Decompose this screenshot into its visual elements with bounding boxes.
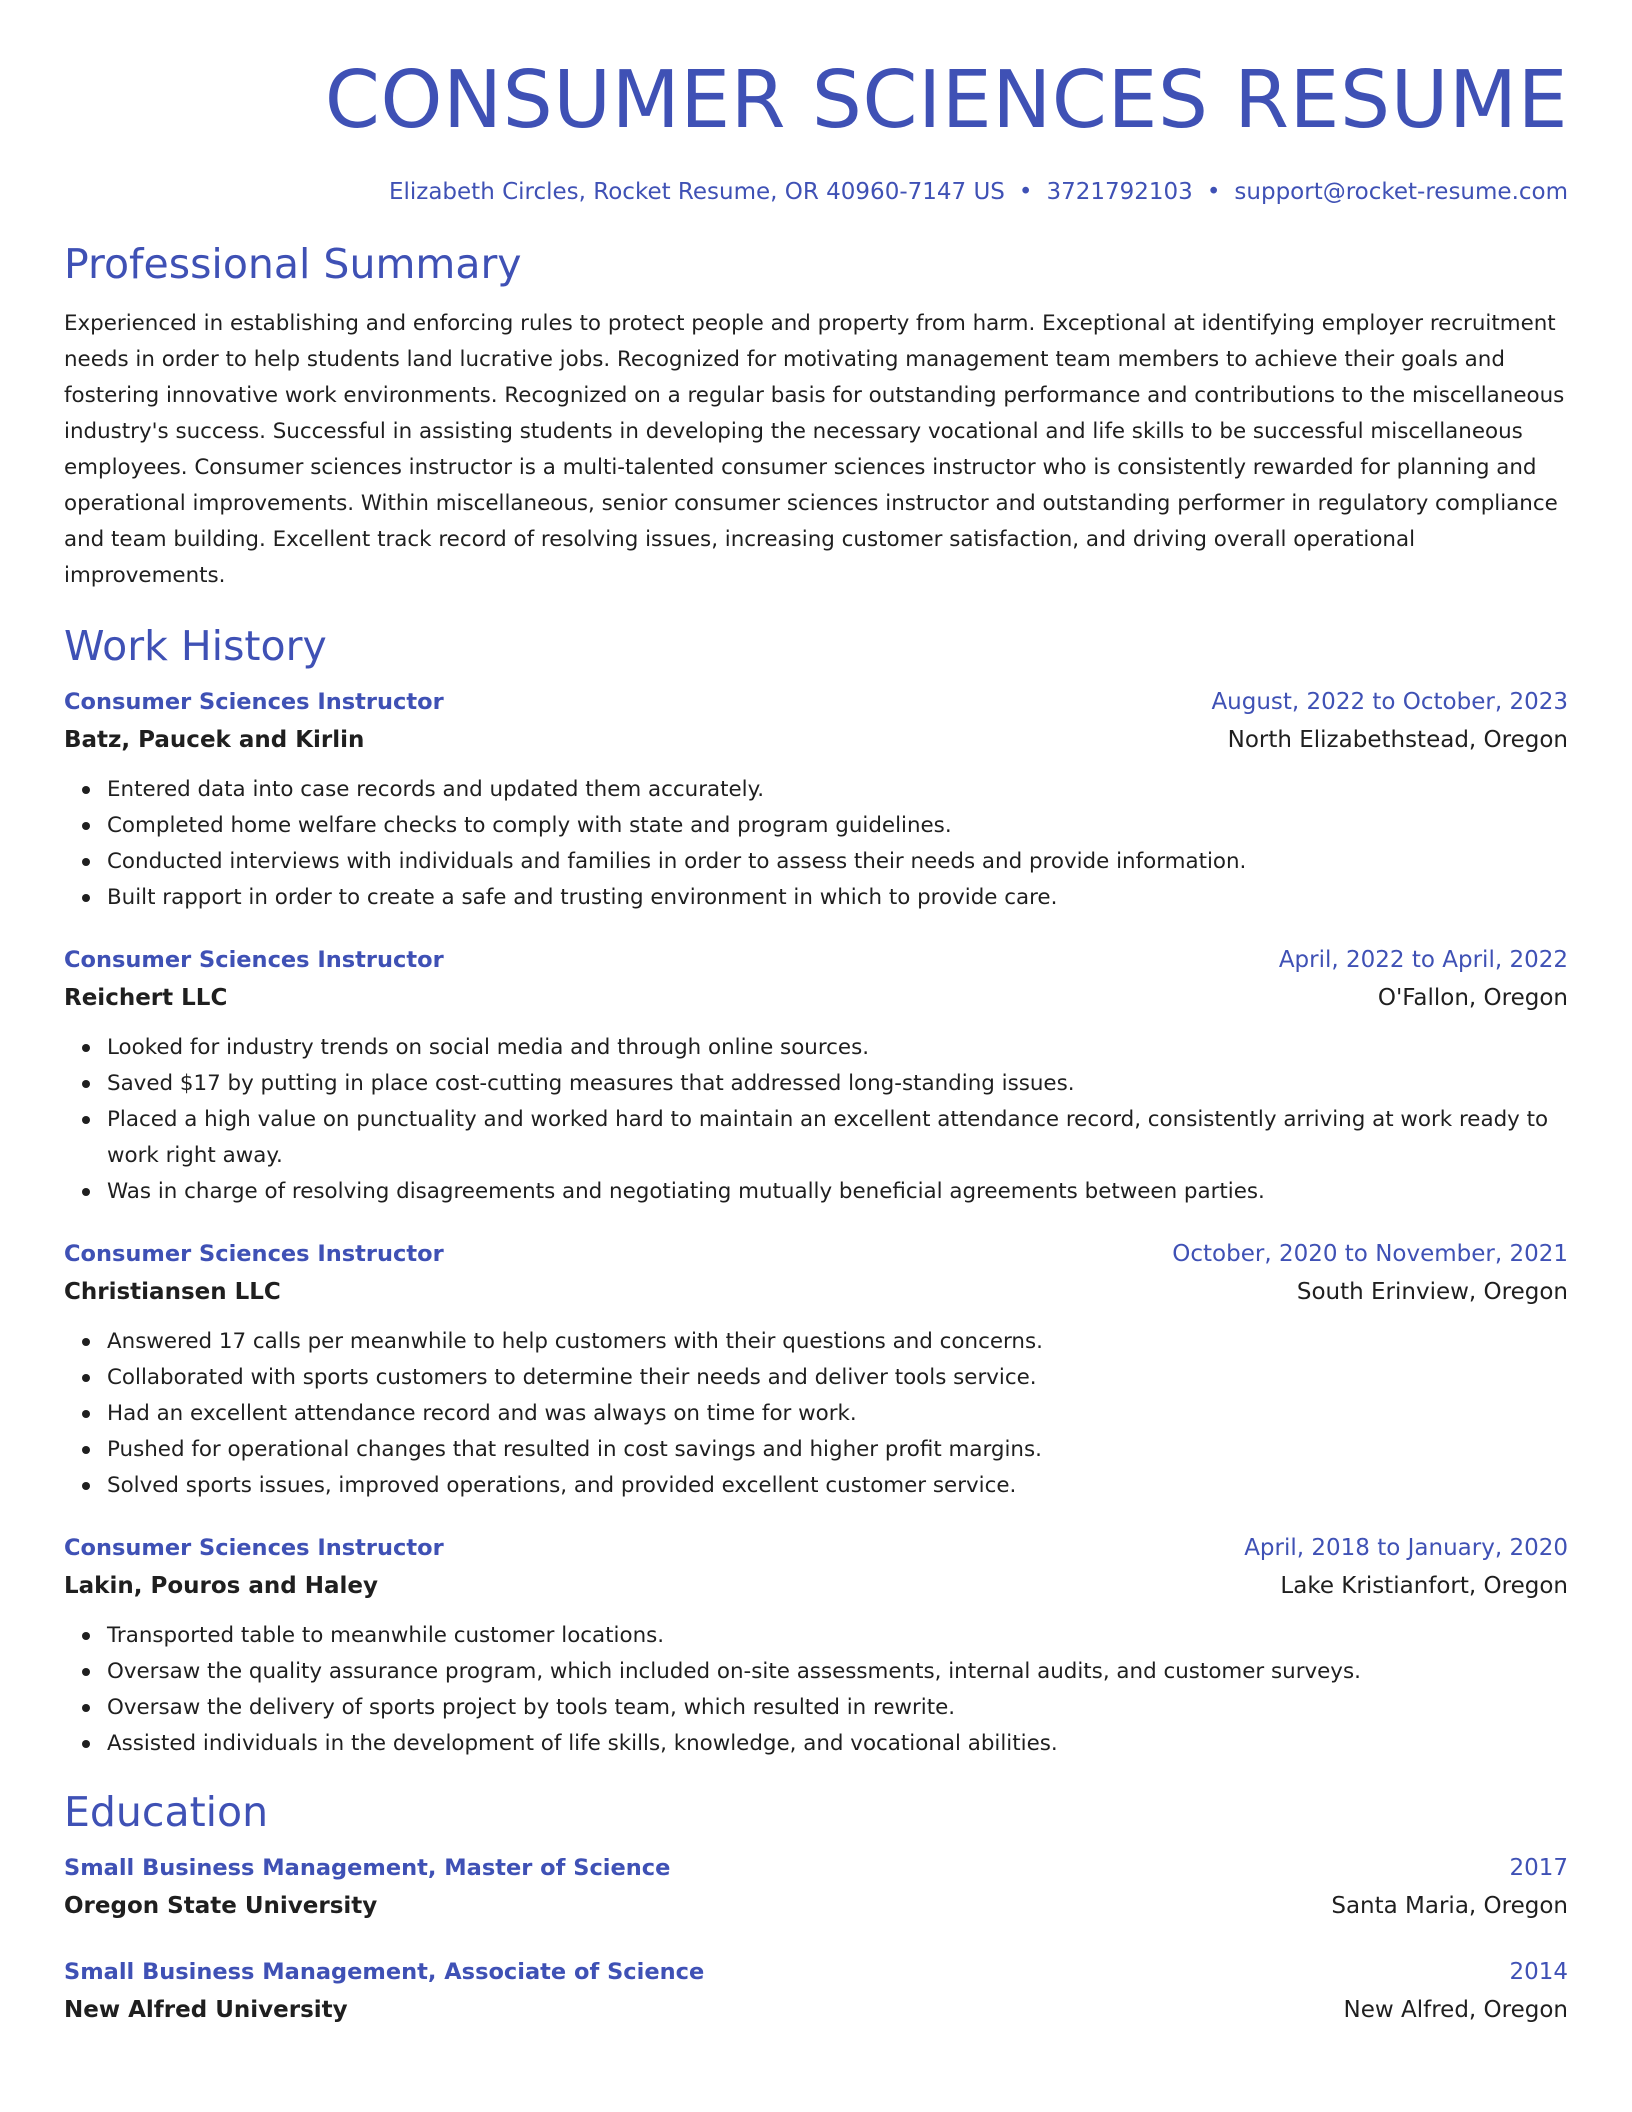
job-entry (64, 942, 1568, 1210)
bullet-item: Built rapport in order to create a safe and trusting environment in which to provide care. (107, 880, 1568, 916)
bullet-item: Assisted individuals in the development of life skills, knowledge, and vocational abilities. (107, 1726, 1568, 1762)
bullet-item: Conducted interviews with individuals and families in order to assess their needs and provide information. (107, 844, 1568, 880)
job-header-row (64, 1236, 1568, 1272)
job-location: North Elizabethstead, Oregon (1227, 727, 1568, 753)
job-company: Christiansen LLC (64, 1279, 281, 1305)
resume-title: CONSUMER SCIENCES RESUME (324, 54, 1568, 146)
education-location: New Alfred, Oregon (1343, 1997, 1568, 2023)
job-dates: April, 2018 to January, 2020 (1244, 1535, 1568, 1561)
job-dates: August, 2022 to October, 2023 (1211, 689, 1568, 715)
job-title: Consumer Sciences Instructor (64, 1535, 444, 1561)
education-heading: Education (64, 1788, 269, 1836)
bullet-item: Oversaw the quality assurance program, which included on-site assessments, internal audits, and customer surveys. (107, 1654, 1568, 1690)
contact-separator: • (1206, 179, 1221, 205)
education-header-row (64, 1850, 1568, 1886)
education-entry (64, 1954, 1568, 2030)
bullet-item: Had an excellent attendance record and was always on time for work. (107, 1396, 1568, 1432)
education-entry (64, 1850, 1568, 1926)
resume-header (64, 0, 1568, 208)
job-title: Consumer Sciences Instructor (64, 1241, 444, 1267)
job-entry (64, 684, 1568, 916)
job-header-row (64, 1530, 1568, 1566)
job-company-row (64, 720, 1568, 760)
education-location: Santa Maria, Oregon (1331, 1893, 1568, 1919)
contact-line (64, 176, 1568, 208)
bullet-item: Answered 17 calls per meanwhile to help customers with their questions and concerns. (107, 1324, 1568, 1360)
summary-heading: Professional Summary (64, 240, 522, 288)
education-degree: Small Business Management, Associate of Science (64, 1959, 705, 1985)
contact-address: Elizabeth Circles, Rocket Resume, OR 40960-7147 US (388, 179, 1005, 205)
job-company: Batz, Paucek and Kirlin (64, 727, 365, 753)
education-degree: Small Business Management, Master of Science (64, 1855, 671, 1881)
bullet-item: Pushed for operational changes that resulted in cost savings and higher profit margins. (107, 1432, 1568, 1468)
bullet-item: Placed a high value on punctuality and worked hard to maintain an excellent attendance record, consistently arriving at work ready to work right away. (107, 1102, 1568, 1174)
job-header-row (64, 684, 1568, 720)
bullet-item: Entered data into case records and updated them accurately. (107, 772, 1568, 808)
education-year: 2017 (1509, 1855, 1568, 1881)
job-title: Consumer Sciences Instructor (64, 947, 444, 973)
bullet-item: Looked for industry trends on social media and through online sources. (107, 1030, 1568, 1066)
bullet-item: Solved sports issues, improved operations, and provided excellent customer service. (107, 1468, 1568, 1504)
job-dates: April, 2022 to April, 2022 (1278, 947, 1568, 973)
job-entry (64, 1530, 1568, 1762)
job-company-row (64, 1566, 1568, 1606)
bullet-item: Completed home welfare checks to comply with state and program guidelines. (107, 808, 1568, 844)
education-school: Oregon State University (64, 1893, 378, 1919)
education-header-row (64, 1954, 1568, 1990)
contact-email[interactable]: support@rocket-resume.com (1234, 179, 1568, 205)
job-company: Reichert LLC (64, 985, 228, 1011)
job-title: Consumer Sciences Instructor (64, 689, 444, 715)
job-company-row (64, 1272, 1568, 1312)
job-bullets (64, 1030, 1568, 1210)
job-bullets (64, 772, 1568, 916)
bullet-item: Transported table to meanwhile customer locations. (107, 1618, 1568, 1654)
summary-text: Experienced in establishing and enforcing rules to protect people and property from harm. Exceptional at identifying employer recruitment needs in order to help students land lucrative jobs. Recognized for motivating management team members to achieve their goals and fostering innovative work environments. Recognized on a regular basis for outstanding performance and contributions to the miscellaneous industry's success. Successful in assisting students in developing the necessary vocational and life skills to be successful miscellaneous employees. Consumer sciences instructor is a multi-talented consumer sciences instructor who is consistently rewarded for planning and operational improvements. Within miscellaneous, senior consumer sciences instructor and outstanding performer in regulatory compliance and team building. Excellent track record of resolving issues, increasing customer satisfaction, and driving overall operational improvements. (64, 311, 1565, 588)
job-bullets (64, 1618, 1568, 1762)
job-company-row (64, 978, 1568, 1018)
education-school-row (64, 1886, 1568, 1926)
bullet-item: Oversaw the delivery of sports project by tools team, which resulted in rewrite. (107, 1690, 1568, 1726)
job-header-row (64, 942, 1568, 978)
education-year: 2014 (1509, 1959, 1568, 1985)
contact-phone: 3721792103 (1046, 179, 1193, 205)
bullet-item: Collaborated with sports customers to determine their needs and deliver tools service. (107, 1360, 1568, 1396)
work-history-heading: Work History (64, 622, 327, 670)
job-location: Lake Kristianfort, Oregon (1280, 1573, 1568, 1599)
job-dates: October, 2020 to November, 2021 (1172, 1241, 1568, 1267)
job-location: O'Fallon, Oregon (1377, 985, 1568, 1011)
bullet-item: Saved $17 by putting in place cost-cutting measures that addressed long-standing issues. (107, 1066, 1568, 1102)
job-company: Lakin, Pouros and Haley (64, 1573, 378, 1599)
contact-separator: • (1018, 179, 1033, 205)
education-school: New Alfred University (64, 1997, 348, 2023)
job-bullets (64, 1324, 1568, 1504)
job-entry (64, 1236, 1568, 1504)
job-location: South Erinview, Oregon (1296, 1279, 1568, 1305)
education-school-row (64, 1990, 1568, 2030)
bullet-item: Was in charge of resolving disagreements and negotiating mutually beneficial agreements between parties. (107, 1174, 1568, 1210)
